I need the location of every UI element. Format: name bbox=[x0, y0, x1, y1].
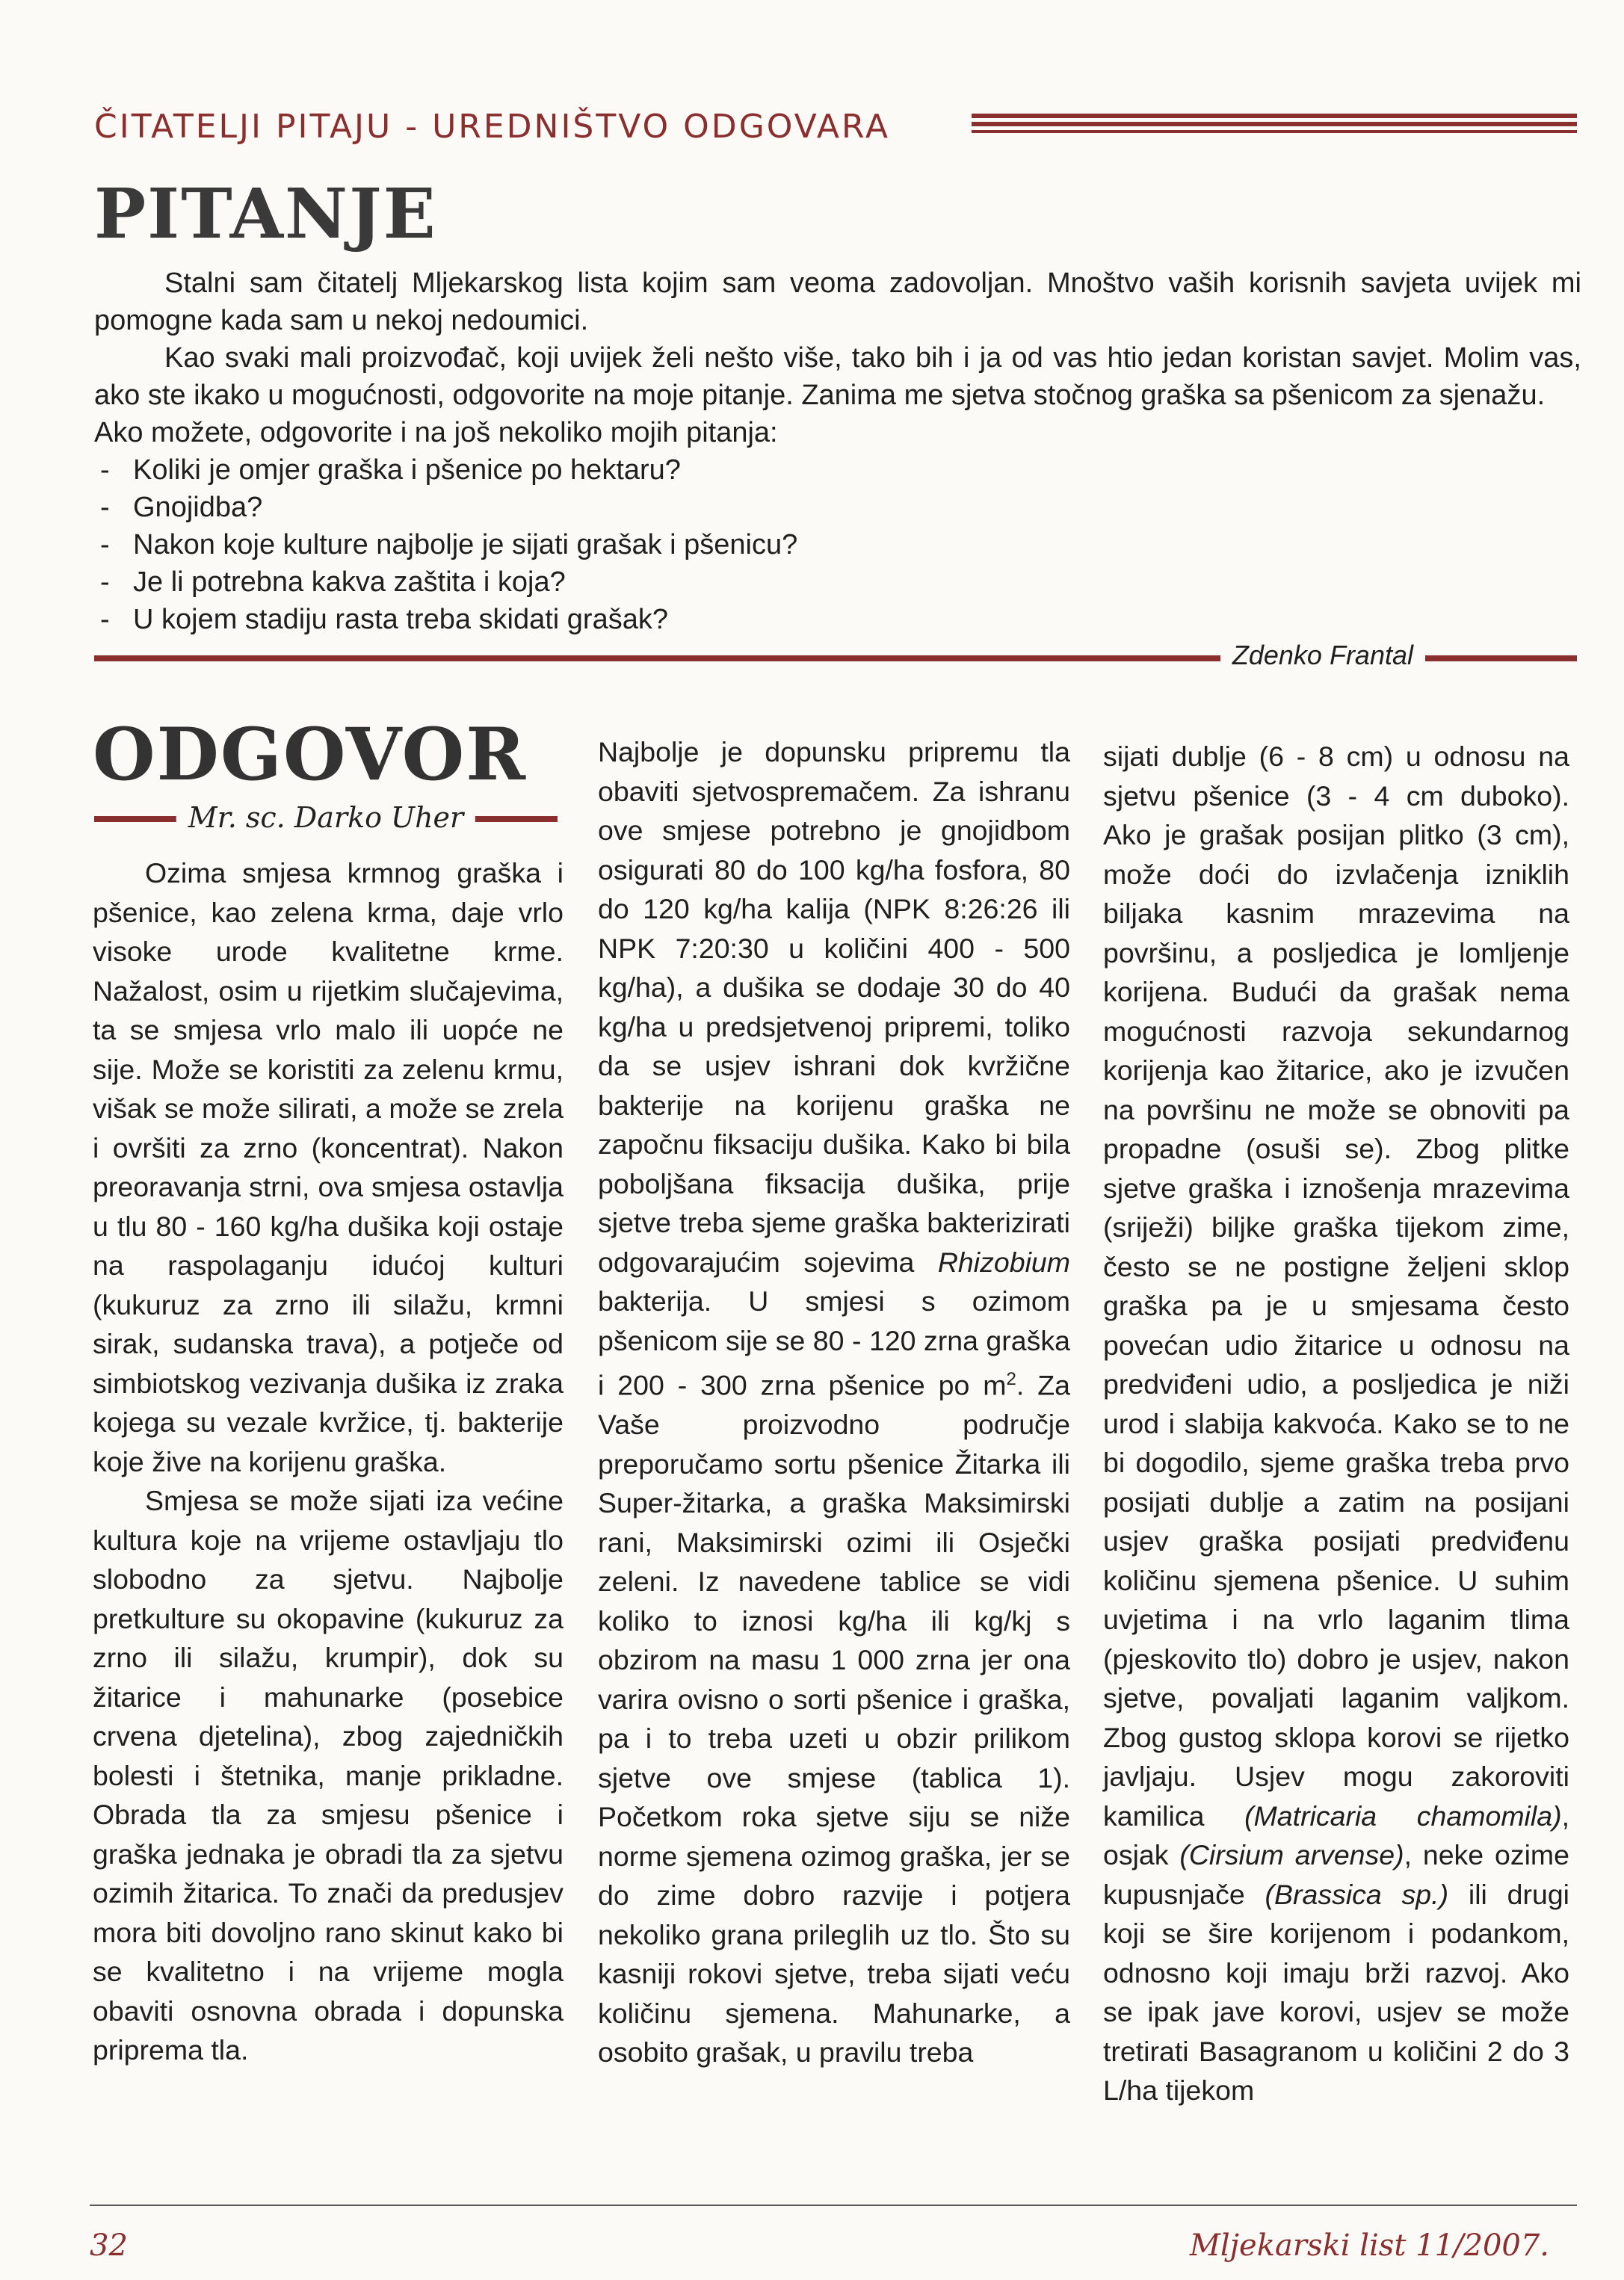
magazine-issue: Mljekarski list 11/2007. bbox=[1189, 2228, 1549, 2263]
page-number: 32 bbox=[90, 2228, 128, 2263]
question-body bbox=[94, 265, 1581, 638]
answer-text: , neke ozime kupusnjače bbox=[1103, 1839, 1569, 1910]
question-item: - Nakon koje kulture najbolje je sijati grašak i pšenicu? bbox=[94, 526, 1581, 563]
answer-author: Mr. sc. Darko Uher bbox=[176, 801, 475, 834]
answer-text: bakterija. U smjesi s ozimom pšenicom sije se 80 - 120 zrna graška i 200 - 300 zrna pšenice po m bbox=[598, 1285, 1070, 1401]
answer-text: . Za Vaše proizvodno područje preporučamo sortu pšenice Žitarka ili Super-žitarka, a graška Maksimirski rani, Maksimirski ozimi ili Osječki zeleni. Iz navedene tablice se vidi koliko to iznosi kg/ha ili kg/kj s obzirom na masu 1 000 zrna jer ona varira ovisno o sorti pšenice i graška, pa i to treba uzeti u obzir prilikom sjetve ove smjese (tablica 1). Početkom roka sjetve siju se niže norme sjemena ozimog graška, jer se do zime dobro razvije i potjera nekoliko grana prileglih uz tlo. Što su kasniji rokovi sjetve, treba sijati veću količinu sjemena. Mahunarke, a osobito grašak, u pravilu treba bbox=[598, 1369, 1070, 2068]
header-rule bbox=[972, 114, 1577, 118]
question-paragraph: Ako možete, odgovorite i na još nekoliko mojih pitanja: bbox=[94, 417, 778, 448]
header-rule-3 bbox=[972, 130, 1577, 133]
header-rule-2 bbox=[972, 122, 1577, 126]
answer-paragraph bbox=[598, 732, 1070, 2072]
author-line bbox=[94, 801, 558, 837]
species-name: Rhizobium bbox=[937, 1246, 1070, 1278]
answer-text: , osjak bbox=[1103, 1799, 1569, 1870]
column-1 bbox=[93, 853, 564, 2139]
species-name: (Matricaria chamomila) bbox=[1244, 1799, 1562, 1832]
answer-paragraph: Smjesa se može sijati iza većine kultura koje na vrijeme ostavljaju tlo slobodno za sjetvu. Najbolje pretkulture su okopavine (kukuruz za zrno ili silažu, krumpir), dok su žitarice i mahunarke (posebice crvena djetelina), zbog zajedničkih bolesti i štetnika, manje prikladne. Obrada tla za smjesu pšenice i graška jednaka je obradi tla za sjetvu ozimih žitarica. To znači da predusjev mora biti dovoljno rano skinut kako bi se kvalitetno i na vrijeme mogla obaviti osnovna obrada i dopunska priprema tla. bbox=[93, 1485, 564, 2066]
question-signature: Zdenko Frantal bbox=[1220, 640, 1425, 671]
section-title: ČITATELJI PITAJU - UREDNIŠTVO ODGOVARA bbox=[94, 108, 890, 146]
answer-text: sijati dublje (6 - 8 cm) u odnosu na sjetvu pšenice (3 - 4 cm duboko). Ako je grašak posijan plitko (3 cm), može doći do izvlačenja izniklih biljaka kasnim mrazevima na površinu, a posljedica je lomljenje korijena. Budući da grašak nema mogućnosti razvoja sekundarnog korijenja kao žitarice, ako je izvučen na površinu ne može se obnoviti pa propadne (osuši se). Zbog plitke sjetve graška i iznošenja mrazevima (sriježi) biljke graška tijekom zime, često se ne postigne željeni sklop graška pa je u smjesama često povećan udio žitarice u odnosu na predviđeni udio, a posljedica je niži urod i slabija kakvoća. Kako se to ne bi dogodilo, sjeme graška treba prvo posijati dublje a zatim na posijani usjev graška posijati predviđenu količinu sjemena pšenice. U suhim uvjetima i na vrlo laganim tlima (pjeskovito tlo) dobro je usjev, nakon sjetve, povaljati laganim valjkom. Zbog gustog sklopa korovi se rijetko javljaju. Usjev mogu zakoroviti kamilica bbox=[1103, 741, 1569, 1832]
answer-paragraph: Ozima smjesa krmnog graška i pšenice, kao zelena krma, daje vrlo visoke urode kvalitetne krme. Nažalost, osim u rijetkim slučajevima, ta se smjesa vrlo malo ili uopće ne sije. Može se koristiti za zelenu krmu, višak se može silirati, a može se zrela i ovršiti za zrno (koncentrat). Nakon preoravanja strni, ova smjesa ostavlja u tlu 80 - 160 kg/ha dušika koji ostaje na raspolaganju idućoj kulturi (kukuruz za zrno ili silažu, krmni sirak, sudanska trava), a potječe od simbiotskog vezivanja dušika iz zraka kojega su vezale kvržice, tj. bakterije koje žive na korijenu graška. bbox=[93, 857, 564, 1477]
question-item: - U kojem stadiju rasta treba skidati grašak? bbox=[94, 601, 1581, 638]
question-item: - Gnojidba? bbox=[94, 489, 1581, 526]
column-2 bbox=[598, 732, 1070, 2137]
answer-heading: ODGOVOR bbox=[93, 712, 527, 797]
answer-paragraph bbox=[1103, 737, 1569, 2110]
answer-text: Najbolje je dopunsku pripremu tla obaviti sjetvospremačem. Za ishranu ove smjese potrebno je gnojidbom osigurati 80 do 100 kg/ha fosfora, 80 do 120 kg/ha kalija (NPK 8:26:26 ili NPK 7:20:30 u količini 400 - 500 kg/ha), a dušika se dodaje 30 do 40 kg/ha u predsjetvenoj pripremi, toliko da se usjev ishrani dok kvržične bakterije na korijenu graška ne započnu fiksaciju dušika. Kako bi bila poboljšana fiksacija dušika, prije sjetve treba sjeme graška bakterizirati odgovarajućim sojevima bbox=[598, 736, 1070, 1278]
footer-rule bbox=[90, 2205, 1577, 2206]
question-list bbox=[94, 451, 1581, 638]
species-name: (Cirsium arvense) bbox=[1179, 1839, 1404, 1870]
question-paragraph: Stalni sam čitatelj Mljekarskog lista kojim sam veoma zadovoljan. Mnoštvo vaših korisnih savjeta uvijek mi pomogne kada sam u nekoj nedoumici. bbox=[94, 268, 1581, 336]
question-heading: PITANJE bbox=[94, 173, 437, 254]
superscript: 2 bbox=[1006, 1369, 1016, 1389]
species-name: (Brassica sp.) bbox=[1265, 1878, 1449, 1910]
question-item: - Je li potrebna kakva zaštita i koja? bbox=[94, 563, 1581, 601]
question-item: - Koliki je omjer graška i pšenice po hektaru? bbox=[94, 451, 1581, 489]
answer-text: ili drugi koji se šire korijenom i podankom, odnosno koji imaju brži razvoj. Ako se ipak jave korovi, usjev se može tretirati Basagranom u količini 2 do 3 L/ha tijekom bbox=[1103, 1878, 1570, 2106]
question-paragraph: Kao svaki mali proizvođač, koji uvijek želi nešto više, tako bih i ja od vas htio jedan koristan savjet. Molim vas, ako ste ikako u mogućnosti, odgovorite na moje pitanje. Zanima me sjetva stočnog graška sa pšenicom za sjenažu. bbox=[94, 342, 1581, 411]
column-3 bbox=[1103, 737, 1569, 2142]
